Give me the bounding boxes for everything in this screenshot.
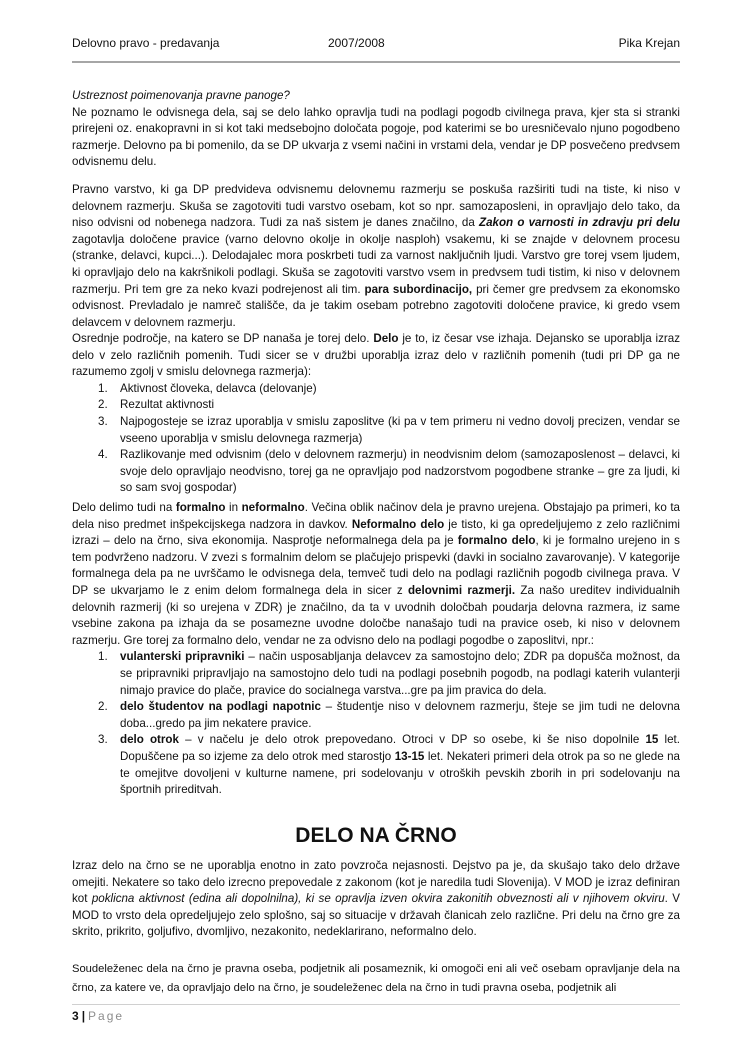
text-run: Ne poznamo le odvisnega dela, saj se delo lahko opravlja tudi na podlagi pogodb civilnega prava, kjer sta si stranki prirejeni oz. enakopravni in si kot taki medsebojno določata pogoje, pod katerimi se bo uresničevalo njuno pogodbeno razmerje. Delovno pa bi pomenilo, da se DP ukvarja z vsemi načini in vrstami dela, vendar je DP posvečeno predvsem odvisnemu delu. [72,105,680,169]
header-author: Pika Krejan [618,36,680,50]
paragraph-block [72,331,680,497]
list-number: 3. [98,414,108,428]
page-number: 3 [72,1009,79,1023]
section-title: DELO NA ČRNO [295,824,457,847]
paragraph [72,858,680,941]
bold-text: delovnimi razmerji. [407,583,516,597]
text-run: Pravno varstvo, ki ga DP predvideva odvisnemu delovnemu razmerju se poskuša razširiti tudi na tiste, ki niso v delovnem razmerju. Skuša se zagotoviti tudi varstvo osebam, kot so npr. samozaposleni, in opravljajo delo tako, da niso odvisni od nobenega nadzora. Tudi za naš sistem je danes značilno, da [72,183,680,230]
list-item [72,732,680,798]
list-item [72,447,680,497]
bold-text: formalno [175,501,226,514]
text-run: Soudeleženec dela na črno je pravna oseba, podjetnik ali posameznik, ki omogoči eni ali več osebam opravljanje dela na črno, za katere ve, da opravljajo delo na črno, je soudeleženec dela na črno in tudi pravna oseba, podjetnik ali [72,963,680,994]
header-year: 2007/2008 [328,36,385,50]
page-footer [72,1009,124,1023]
text-run: Aktivnost človeka, delavca (delovanje) [120,381,317,395]
footer-separator: | [81,1009,86,1023]
list-number: 1. [98,381,108,395]
examples-list [72,649,680,798]
bold-text: Zakon o varnosti in zdravju pri delu [479,216,680,230]
text-run: zagotavlja določene pravice (varno delovno okolje in okolje nasploh) vsakemu, ki se znajde v delovnem procesu (stranke, delavci, kupci...). Delodajalec mora poskrbeti tudi za varnost naključnih ljudi. Varstvo gre torej vsem ljudem, ki opravljajo delo na kakršnikoli podlagi. Skuša se zagotoviti varstvo vsem in predvsem tudi tistim, ki niso v delovnem razmerju. Pri tem gre za neko kvazi podrejenost ali tim. [72,232,680,296]
text-run: , ki je formalno urejeno in s tem podvrženo nadzoru. V zvezi s formalnim delom se plačujejo prispevki (davki in socialno zavarovanje). V kategorije formalnega dela pa ne uvrščamo le odvisnega dela, temveč tudi delo na podlagi različnih pogodb civilnega prava. V DP se ukvarjamo le z enim delom formalnega dela in sicer z [72,534,680,597]
intro-block [72,88,680,171]
text-run: Rezultat aktivnosti [120,398,215,412]
page-header [72,36,680,54]
text-run: Izraz delo na črno se ne uporablja enotno in zato povzroča nejasnosti. Dejstvo pa je, da skušajo tako delo države omejiti. Nekatere so tako delo izrecno prepovedale z zakonom (kot je naredila tudi Slovenija). V MOD je izraz definiran kot [72,859,680,906]
text-run: pri čemer gre predvsem za ekonomsko odvisnost. Prevladalo je namreč stališče, da je takim osebam potrebno zagotoviti določene pravice, ki gredo vsem delavcem v delovnem razmerju. [72,282,680,329]
text-run: . Večina oblik načinov dela je pravno urejena. Obstajajo pa primeri, ko ta dela niso predmet inšpekcijskega nadzora in davkov. [72,501,681,531]
list-item [72,381,680,398]
text-run: Razlikovanje med odvisnim (delo v delovnem razmerju) in neodvisnim delom (samozaposlenost – delavci, ki svoje delo opravljajo neodvisno, torej ga ne opravljajo pod nadzorstvom pogodbene stranke – gre za ljudi, ki so sam svoj gospodar) [120,448,680,495]
list-item [72,649,680,699]
text-run: – študentje niso v delovnem razmerju, šteje se jim tudi ne delovna doba...gredo pa jim nekatere pravice. [120,700,680,730]
paragraph [72,105,680,171]
page-label: Page [88,1009,125,1023]
text-run: let. Dopuščene pa so izjeme za delo otrok med starostjo [120,733,681,763]
paragraph [72,960,680,997]
list-item [72,397,680,414]
list-number: 3. [98,733,108,747]
list-number: 1. [98,650,108,664]
italic-text: Ustreznost poimenovanja pravne panoge? [72,89,290,102]
footer-divider [72,1004,680,1005]
text-run: – v načelu je delo otrok prepovedano. Otroci v DP so osebe, ki še niso dopolnile [178,733,646,747]
text-run: Delo delimo tudi na [72,501,176,514]
bold-text: Neformalno delo [351,517,445,531]
text-run: je tisto, ki ga opredeljujemo z zelo različnimi izrazi – delo na črno, siva ekonomija. Nasprotje neformalnega dela pa je [72,517,680,548]
paragraph-block [72,960,680,997]
list-item [72,414,680,447]
italic-text: poklicna aktivnost (edina ali dopolnilna), ki se opravlja izven okvira zakonitih obveznosti ali v njihovem okviru [91,892,665,906]
text-run: in [225,501,242,514]
list-number: 2. [98,398,108,412]
paragraph [72,182,680,331]
text-run: Za našo ureditev individualnih delovnih razmerij (ki so urejena v ZDR) je značilno, da ta v uvodnih določbah poudarja delovna razmera, iz same vsebine zakona pa izhaja da se posamezne uvodne določbe nanašajo tudi na pravice oseb, ki niso v delovnem razmerju. Gre torej za formalno delo, vendar ne za odvisno delo na podlagi pogodbe o zaposlitvi, npr.: [72,583,680,647]
text-run: let. Nekateri primeri dela otrok pa so ne glede na te omejitve dovoljeni v kulturne namene, pri sodelovanju v otroških pevskih zborih in pri sodelovanju na športnih prireditvah. [120,749,680,797]
text-run: . V MOD to vrsto dela opredeljujejo zelo splošno, saj so situacije v državah članicah zelo različne. Pri delu na črno gre za skrito, prikrito, goljufivo, dvomljivo, nezakonito, nedeklarirano, neformalno delo. [72,892,680,939]
header-divider [72,61,680,63]
header-course-title: Delovno pravo - predavanja [72,36,220,50]
paragraph [72,88,680,105]
text-run: Osrednje področje, na katero se DP nanaša je torej delo. [72,332,374,345]
paragraph-block [72,858,680,941]
paragraph [72,500,680,649]
bold-text: formalno delo [457,534,536,548]
list-item [72,699,680,732]
bold-text: delo študentov na podlagi napotnic [120,700,321,714]
bold-text: delo otrok [120,733,179,747]
bold-text: 15 [645,733,659,747]
paragraph-block [72,182,680,331]
list-number: 2. [98,700,108,714]
bold-text: para subordinacijo, [364,282,473,296]
paragraph-block [72,500,680,799]
bold-text: Delo [373,332,399,345]
meanings-list [72,381,680,497]
text-run: je to, iz česar vse izhaja. Dejansko se uporablja izraz delo v zelo različnih pomenih. Tudi sicer se v družbi uporablja izraz delo v različnih pomenih (tudi pri DP ga ne razumemo zgolj v smislu delovnega razmerja): [72,332,680,379]
bold-text: neformalno [241,501,305,514]
text-run: Najpogosteje se izraz uporablja v smislu zaposlitve (ki pa v tem primeru ni vedno dovolj precizen, vendar se vseeno uporablja v smislu delovnega razmerja) [120,414,680,445]
list-number: 4. [98,448,108,462]
text-run: – način usposabljanja delavcev za samostojno delo; ZDR pa dopušča možnost, da se pripravniki pripravljajo na samostojno delo tudi na podlagi posebnih pogodb, na podlagi katerih vulanterji nimajo pravice do plače, pravice do socialnega varstva...gre pa jim pravica do dela. [120,650,680,697]
bold-text: 13-15 [394,749,425,763]
paragraph [72,331,680,381]
bold-text: vulanterski pripravniki [120,650,245,664]
